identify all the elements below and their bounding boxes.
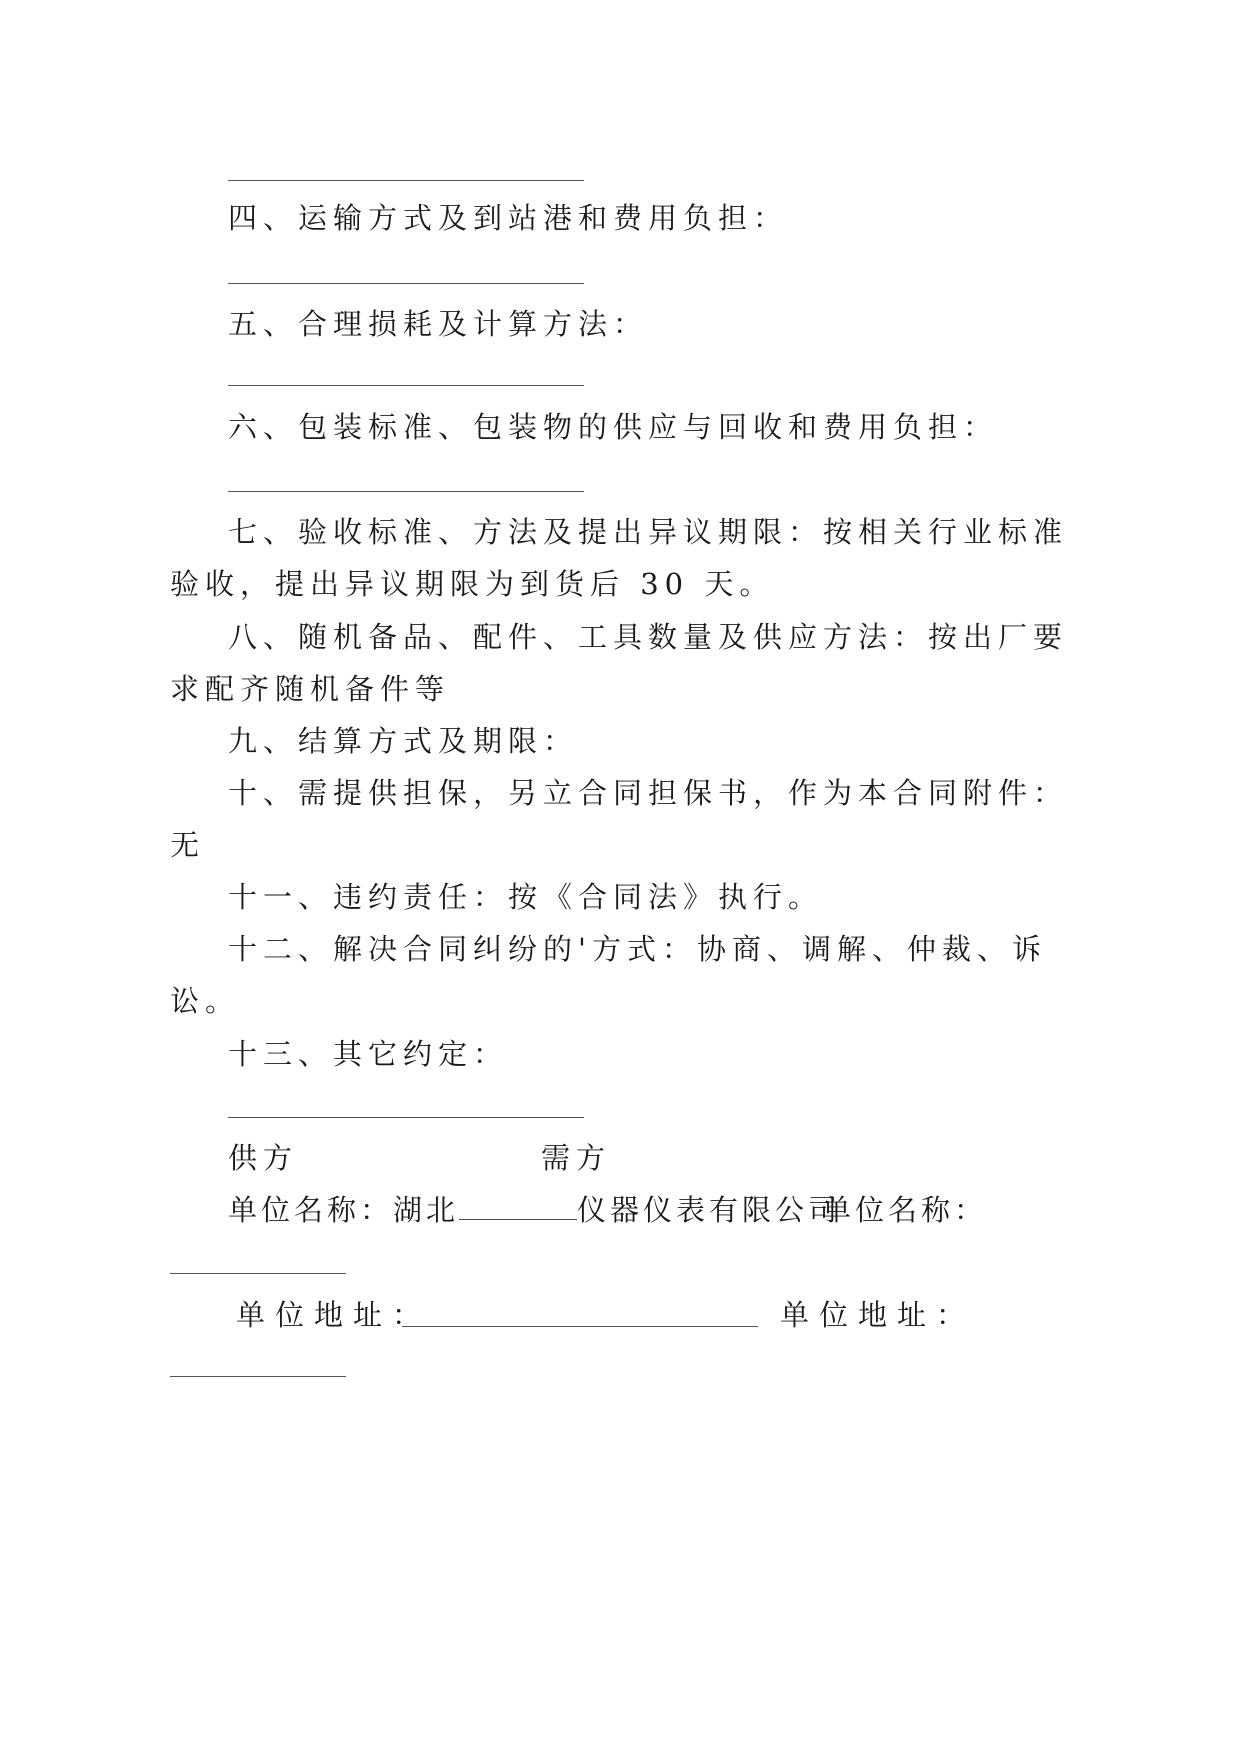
fill-blank-line	[228, 1117, 584, 1118]
buyer-label: 需方	[541, 1141, 612, 1175]
clause-8-line-1: 八、随机备品、配件、工具数量及供应方法：按出厂要	[228, 620, 1069, 654]
fill-blank-inline	[459, 1193, 577, 1220]
clause-10-line-2: 无	[170, 828, 206, 862]
clause-4: 四、运输方式及到站港和费用负担：	[228, 201, 789, 235]
clause-7-line-1: 七、验收标准、方法及提出异议期限：按相关行业标准	[228, 515, 1069, 549]
buyer-unit-address-label: 单位地址：	[780, 1298, 976, 1332]
clause-9: 九、结算方式及期限：	[228, 724, 579, 758]
supplier-label: 供方	[228, 1141, 299, 1175]
buyer-unit-name-label: 单位名称：	[822, 1193, 988, 1227]
fill-blank-line	[228, 385, 584, 386]
clause-7-line-2: 验收，提出异议期限为到货后 30 天。	[170, 567, 775, 601]
clause-10-line-1: 十、需提供担保，另立合同担保书，作为本合同附件：	[228, 776, 1069, 810]
clause-12-line-2: 讼。	[170, 984, 241, 1018]
fill-blank-line	[228, 180, 584, 181]
clause-8-line-2: 求配齐随机备件等	[170, 672, 451, 706]
clause-11: 十一、违约责任：按《合同法》执行。	[228, 880, 824, 914]
fill-blank-line	[170, 1376, 346, 1377]
unit-name-label: 单位名称：湖北	[228, 1193, 460, 1227]
supplier-unit-address-label: 单位地址：	[236, 1298, 432, 1332]
clause-5: 五、合理损耗及计算方法：	[228, 307, 649, 341]
fill-blank-line	[170, 1273, 346, 1274]
clause-13: 十三、其它约定：	[228, 1037, 509, 1071]
unit-name-suffix: 仪器仪表有限公司	[577, 1193, 842, 1227]
fill-blank-line	[228, 283, 584, 284]
clause-6: 六、包装标准、包装物的供应与回收和费用负担：	[228, 410, 999, 444]
clause-12-line-1: 十二、解决合同纠纷的'方式：协商、调解、仲裁、诉	[228, 932, 1047, 966]
fill-blank-line	[228, 491, 584, 492]
supplier-unit-name	[228, 1190, 841, 1230]
fill-blank-line	[402, 1326, 758, 1327]
